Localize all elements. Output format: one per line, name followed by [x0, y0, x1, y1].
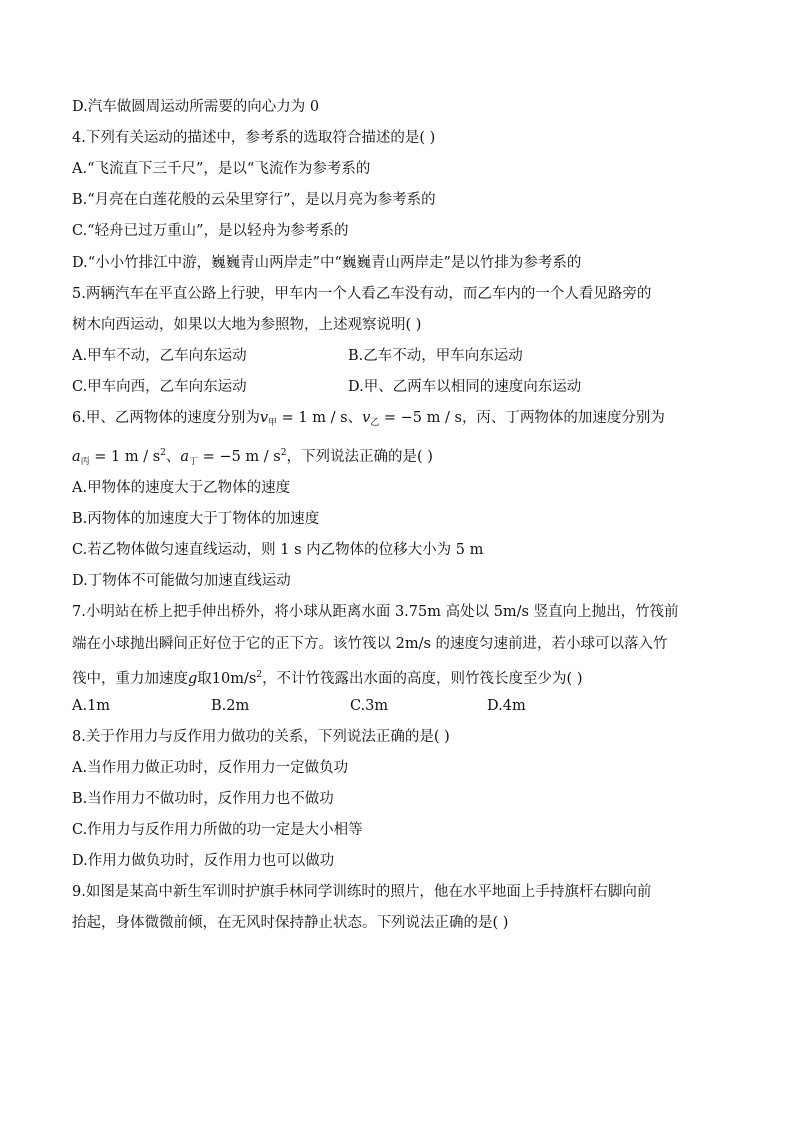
- accel-ding-value: = −5 m / s: [198, 449, 281, 465]
- q7-option-d: D.4m: [487, 698, 526, 714]
- q5-option-c: C.甲车向西，乙车向东运动: [72, 379, 247, 395]
- subscript-yi: 乙: [370, 418, 380, 428]
- question-7-stem-line3: [72, 665, 732, 685]
- separator: 、: [347, 410, 363, 426]
- q4-option-a: A.“飞流直下三千尺”，是以“飞流作为参考系的: [72, 161, 371, 177]
- q5-options-row1: [72, 346, 732, 366]
- velocity-jia-expression: [260, 410, 348, 426]
- q8-option-c: C.作用力与反作用力所做的功一定是大小相等: [72, 822, 363, 838]
- question-4-stem: 4.下列有关运动的描述中，参考系的选取符合描述的是( ): [72, 130, 436, 146]
- q7-option-b: B.2m: [211, 698, 250, 714]
- q7-option-a: A.1m: [72, 698, 111, 714]
- symbol-v: v: [362, 410, 371, 426]
- q5-option-b: B.乙车不动，甲车向东运动: [348, 348, 523, 364]
- symbol-g: g: [188, 671, 198, 687]
- question-5-stem-line2: 树木向西运动，如果以大地为参照物，上述观察说明( ): [72, 317, 422, 333]
- q7-line3-mid: 取: [197, 671, 212, 687]
- question-6-stem-line1: [72, 408, 732, 428]
- gravity-value: 10m/s: [211, 671, 257, 687]
- accel-ding-expression: [180, 449, 286, 465]
- q6-line1-suffix: ，丙、丁两物体的加速度分别为: [461, 410, 665, 426]
- q6-option-b: B.丙物体的加速度大于丁物体的加速度: [72, 511, 320, 527]
- q6-option-a: A.甲物体的速度大于乙物体的速度: [72, 480, 291, 496]
- q6-line1-prefix: 6.甲、乙两物体的速度分别为: [72, 410, 260, 426]
- q4-option-b: B.“月亮在白莲花般的云朵里穿行”，是以月亮为参考系的: [72, 192, 436, 208]
- velocity-jia-value: = 1 m / s: [277, 410, 348, 426]
- question-5-stem-line1: 5.两辆汽车在平直公路上行驶，甲车内一个人看乙车没有动，而乙车内的一个人看见路旁的: [72, 286, 652, 302]
- question-9-stem-line1: 9.如图是某高中新生军训时护旗手林同学训练时的照片，他在水平地面上手持旗杆右脚向前: [72, 884, 652, 900]
- symbol-a: a: [180, 449, 190, 465]
- question-9-stem-line2: 抬起，身体微微前倾，在无风时保持静止状态。下列说法正确的是( ): [72, 915, 509, 931]
- question-6-stem-line2: [72, 443, 732, 467]
- q3-option-d: D.汽车做圆周运动所需要的向心力为 0: [72, 99, 320, 115]
- exponent-2: 2: [256, 670, 263, 680]
- q5-option-d: D.甲、乙两车以相同的速度向东运动: [348, 379, 582, 395]
- q6-line2-suffix: ，下列说法正确的是( ): [286, 449, 433, 465]
- question-7-stem-line2: 端在小球抛出瞬间正好位于它的正下方。该竹筏以 2m/s 的速度匀速前进，若小球可以落入竹: [72, 636, 668, 652]
- q7-option-c: C.3m: [350, 698, 389, 714]
- subscript-jia: 甲: [268, 418, 278, 428]
- accel-bing-expression: [72, 449, 166, 465]
- symbol-a: a: [72, 449, 81, 465]
- q7-line3-suffix: ，不计竹筏露出水面的高度，则竹筏长度至少为( ): [262, 671, 583, 687]
- q4-option-c: C.“轻舟已过万重山”，是以轻舟为参考系的: [72, 223, 349, 239]
- q6-option-c: C.若乙物体做匀速直线运动，则 1 s 内乙物体的位移大小为 5 m: [72, 542, 484, 558]
- exponent-2: 2: [160, 448, 166, 458]
- subscript-ding: 丁: [189, 457, 199, 467]
- accel-bing-value: = 1 m / s: [89, 449, 161, 465]
- q8-option-b: B.当作用力不做功时，反作用力也不做功: [72, 791, 334, 807]
- q5-options-row2: [72, 377, 732, 397]
- velocity-yi-expression: [362, 410, 462, 426]
- exponent-2: 2: [280, 448, 287, 458]
- q8-option-a: A.当作用力做正功时，反作用力一定做负功: [72, 760, 349, 776]
- velocity-yi-value: = −5 m / s: [379, 410, 462, 426]
- subscript-bing: 丙: [80, 457, 90, 467]
- question-7-stem-line1: 7.小明站在桥上把手伸出桥外，将小球从距离水面 3.75m 高处以 5m/s 竖直向上抛出，竹筏前: [72, 604, 679, 620]
- q4-option-d: D.“小小竹排江中游，巍巍青山两岸走”中“巍巍青山两岸走”是以竹排为参考系的: [72, 255, 582, 271]
- question-8-stem: 8.关于作用力与反作用力做功的关系，下列说法正确的是( ): [72, 729, 450, 745]
- separator: 、: [165, 449, 181, 465]
- q7-options-row: [72, 696, 732, 716]
- q8-option-d: D.作用力做负功时，反作用力也可以做功: [72, 853, 335, 869]
- q5-option-a: A.甲车不动，乙车向东运动: [72, 348, 247, 364]
- q6-option-d: D.丁物体不可能做匀加速直线运动: [72, 573, 291, 589]
- q7-line3-prefix: 筏中，重力加速度: [72, 671, 188, 687]
- symbol-v: v: [259, 410, 269, 426]
